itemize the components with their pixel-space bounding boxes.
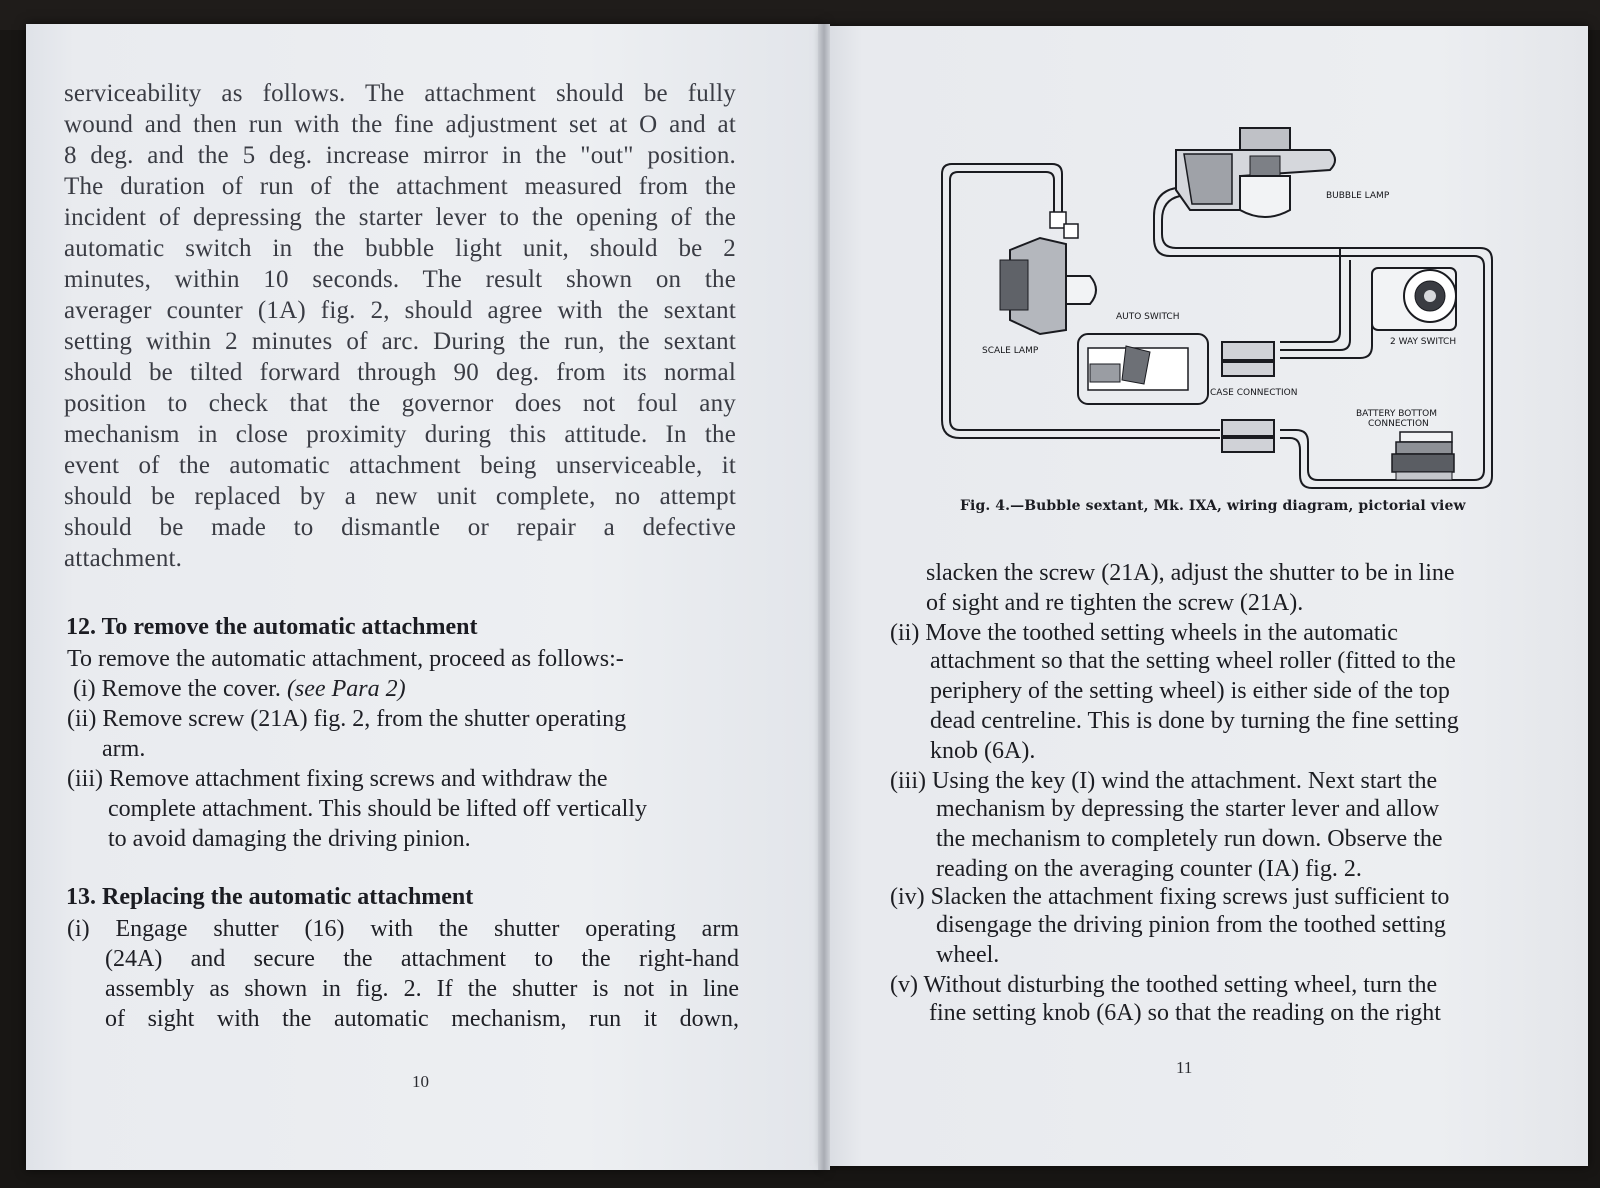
section-12-intro: To remove the automatic attachment, proceed as follows:- [67,646,624,672]
s13-line: (i) Engage shutter (16) with the shutter operating arm [67,916,739,942]
right-item-iii: (iii) Using the key (I) wind the attachment. Next start the [890,768,1438,794]
figure-caption: Fig. 4.—Bubble sextant, Mk. IXA, wiring diagram, pictorial view [960,498,1466,514]
item-iv-line: disengage the driving pinion from the toothed setting [936,912,1446,938]
intro-line: should be replaced by a new unit complete, no attempt [64,483,736,510]
intro-line: automatic switch in the bubble light unit, should be 2 [64,235,736,262]
section-13-heading: 13. Replacing the automatic attachment [66,884,474,910]
section-12-item-ii-cont: arm. [102,736,146,762]
s13-line: assembly as shown in fig. 2. If the shutter is not in line [105,976,739,1002]
right-item-v: (v) Without disturbing the toothed setting wheel, turn the [890,972,1438,998]
right-cont-line: of sight and re tighten the screw (21A). [926,590,1304,616]
right-item-ii-cont [930,646,1510,766]
item-v-line: fine setting knob (6A) so that the reading on the right [929,1000,1441,1026]
intro-line: serviceability as follows. The attachment should be fully [64,80,736,107]
intro-line: minutes, within 10 seconds. The result shown on the [64,266,736,293]
section-12-item-iii-cont [108,794,728,854]
item-iii-line: complete attachment. This should be lifted off vertically [108,796,647,822]
page-number-right: 11 [1176,1058,1193,1077]
intro-line: 8 deg. and the 5 deg. increase mirror in the "out" position. [64,142,736,169]
item-iv-line: wheel. [936,942,1000,968]
right-item-ii: (ii) Move the toothed setting wheels in the automatic [890,620,1398,646]
label-bubble-lamp: BUBBLE LAMP [1326,191,1390,201]
item-ii-line: dead centreline. This is done by turning the fine setting [930,708,1459,734]
intro-line: incident of depressing the starter lever to the opening of the [64,204,736,231]
intro-paragraph [64,78,736,574]
book-gutter [818,24,830,1170]
right-cont-line: slacken the screw (21A), adjust the shutter to be in line [926,560,1455,586]
section-12-item-ii: (ii) Remove screw (21A) fig. 2, from the shutter operating [67,706,627,732]
section-12-item-iii: (iii) Remove attachment fixing screws and withdraw the [67,766,608,792]
right-item-iii-cont [936,794,1496,884]
item-ii-line: knob (6A). [930,738,1036,764]
label-two-way-switch: 2 WAY SWITCH [1390,337,1457,347]
intro-line: should be made to dismantle or repair a defective [64,514,736,541]
section-12-item-i [73,674,406,704]
battery-connection-assembly [1392,432,1454,480]
two-way-switch-assembly [1372,268,1456,330]
item-iii-line: to avoid damaging the driving pinion. [108,826,471,852]
section-12-heading: 12. To remove the automatic attachment [66,614,478,640]
bubble-lamp-assembly [1176,128,1335,217]
item-i-text: (i) Remove the cover. [73,676,281,702]
item-iii-line: the mechanism to completely run down. Observe the [936,826,1443,852]
item-iii-line: mechanism by depressing the starter lever and allow [936,796,1440,822]
intro-line: position to check that the governor does not foul any [64,390,736,417]
intro-line: setting within 2 minutes of arc. During the run, the sextant [64,328,736,355]
s13-line: (24A) and secure the attachment to the right-hand [105,946,739,972]
label-scale-lamp: SCALE LAMP [982,346,1039,356]
section-13-item-i [67,914,739,1034]
wire-case-vertical [1280,248,1340,342]
scale-lamp-assembly [1000,212,1096,334]
intro-line: averager counter (1A) fig. 2, should agree with the sextant [64,297,736,324]
wire-bottom-inner [950,420,1220,430]
intro-line: event of the automatic attachment being unserviceable, it [64,452,736,479]
label-connection: CONNECTION [1368,419,1429,429]
item-i-reference: (see Para 2) [286,676,406,702]
s13-line: of sight with the automatic mechanism, run it down, [105,1006,739,1032]
label-battery-bottom: BATTERY BOTTOM [1356,409,1437,419]
intro-line: should be tilted forward through 90 deg. from its normal [64,359,736,386]
right-item-iv-cont [936,910,1496,970]
intro-line: The duration of run of the attachment measured from the [64,173,736,200]
page-number-left: 10 [412,1072,429,1091]
auto-switch-assembly [1078,334,1208,404]
wiring-diagram [940,120,1510,500]
item-ii-line: attachment so that the setting wheel roller (fitted to the [930,648,1456,674]
label-auto-switch: AUTO SWITCH [1116,312,1180,322]
intro-line: wound and then run with the fine adjustment set at O and at [64,111,736,138]
intro-line: attachment. [64,545,183,572]
item-ii-line: periphery of the setting wheel) is either side of the top [930,678,1450,704]
right-item-v-cont [929,998,1489,1028]
label-case-connection: CASE CONNECTION [1210,388,1298,398]
right-item-iv: (iv) Slacken the attachment fixing screws just sufficient to [890,884,1450,910]
intro-line: mechanism in close proximity during this attitude. In the [64,421,736,448]
item-iii-line: reading on the averaging counter (IA) fig. 2. [936,856,1362,882]
